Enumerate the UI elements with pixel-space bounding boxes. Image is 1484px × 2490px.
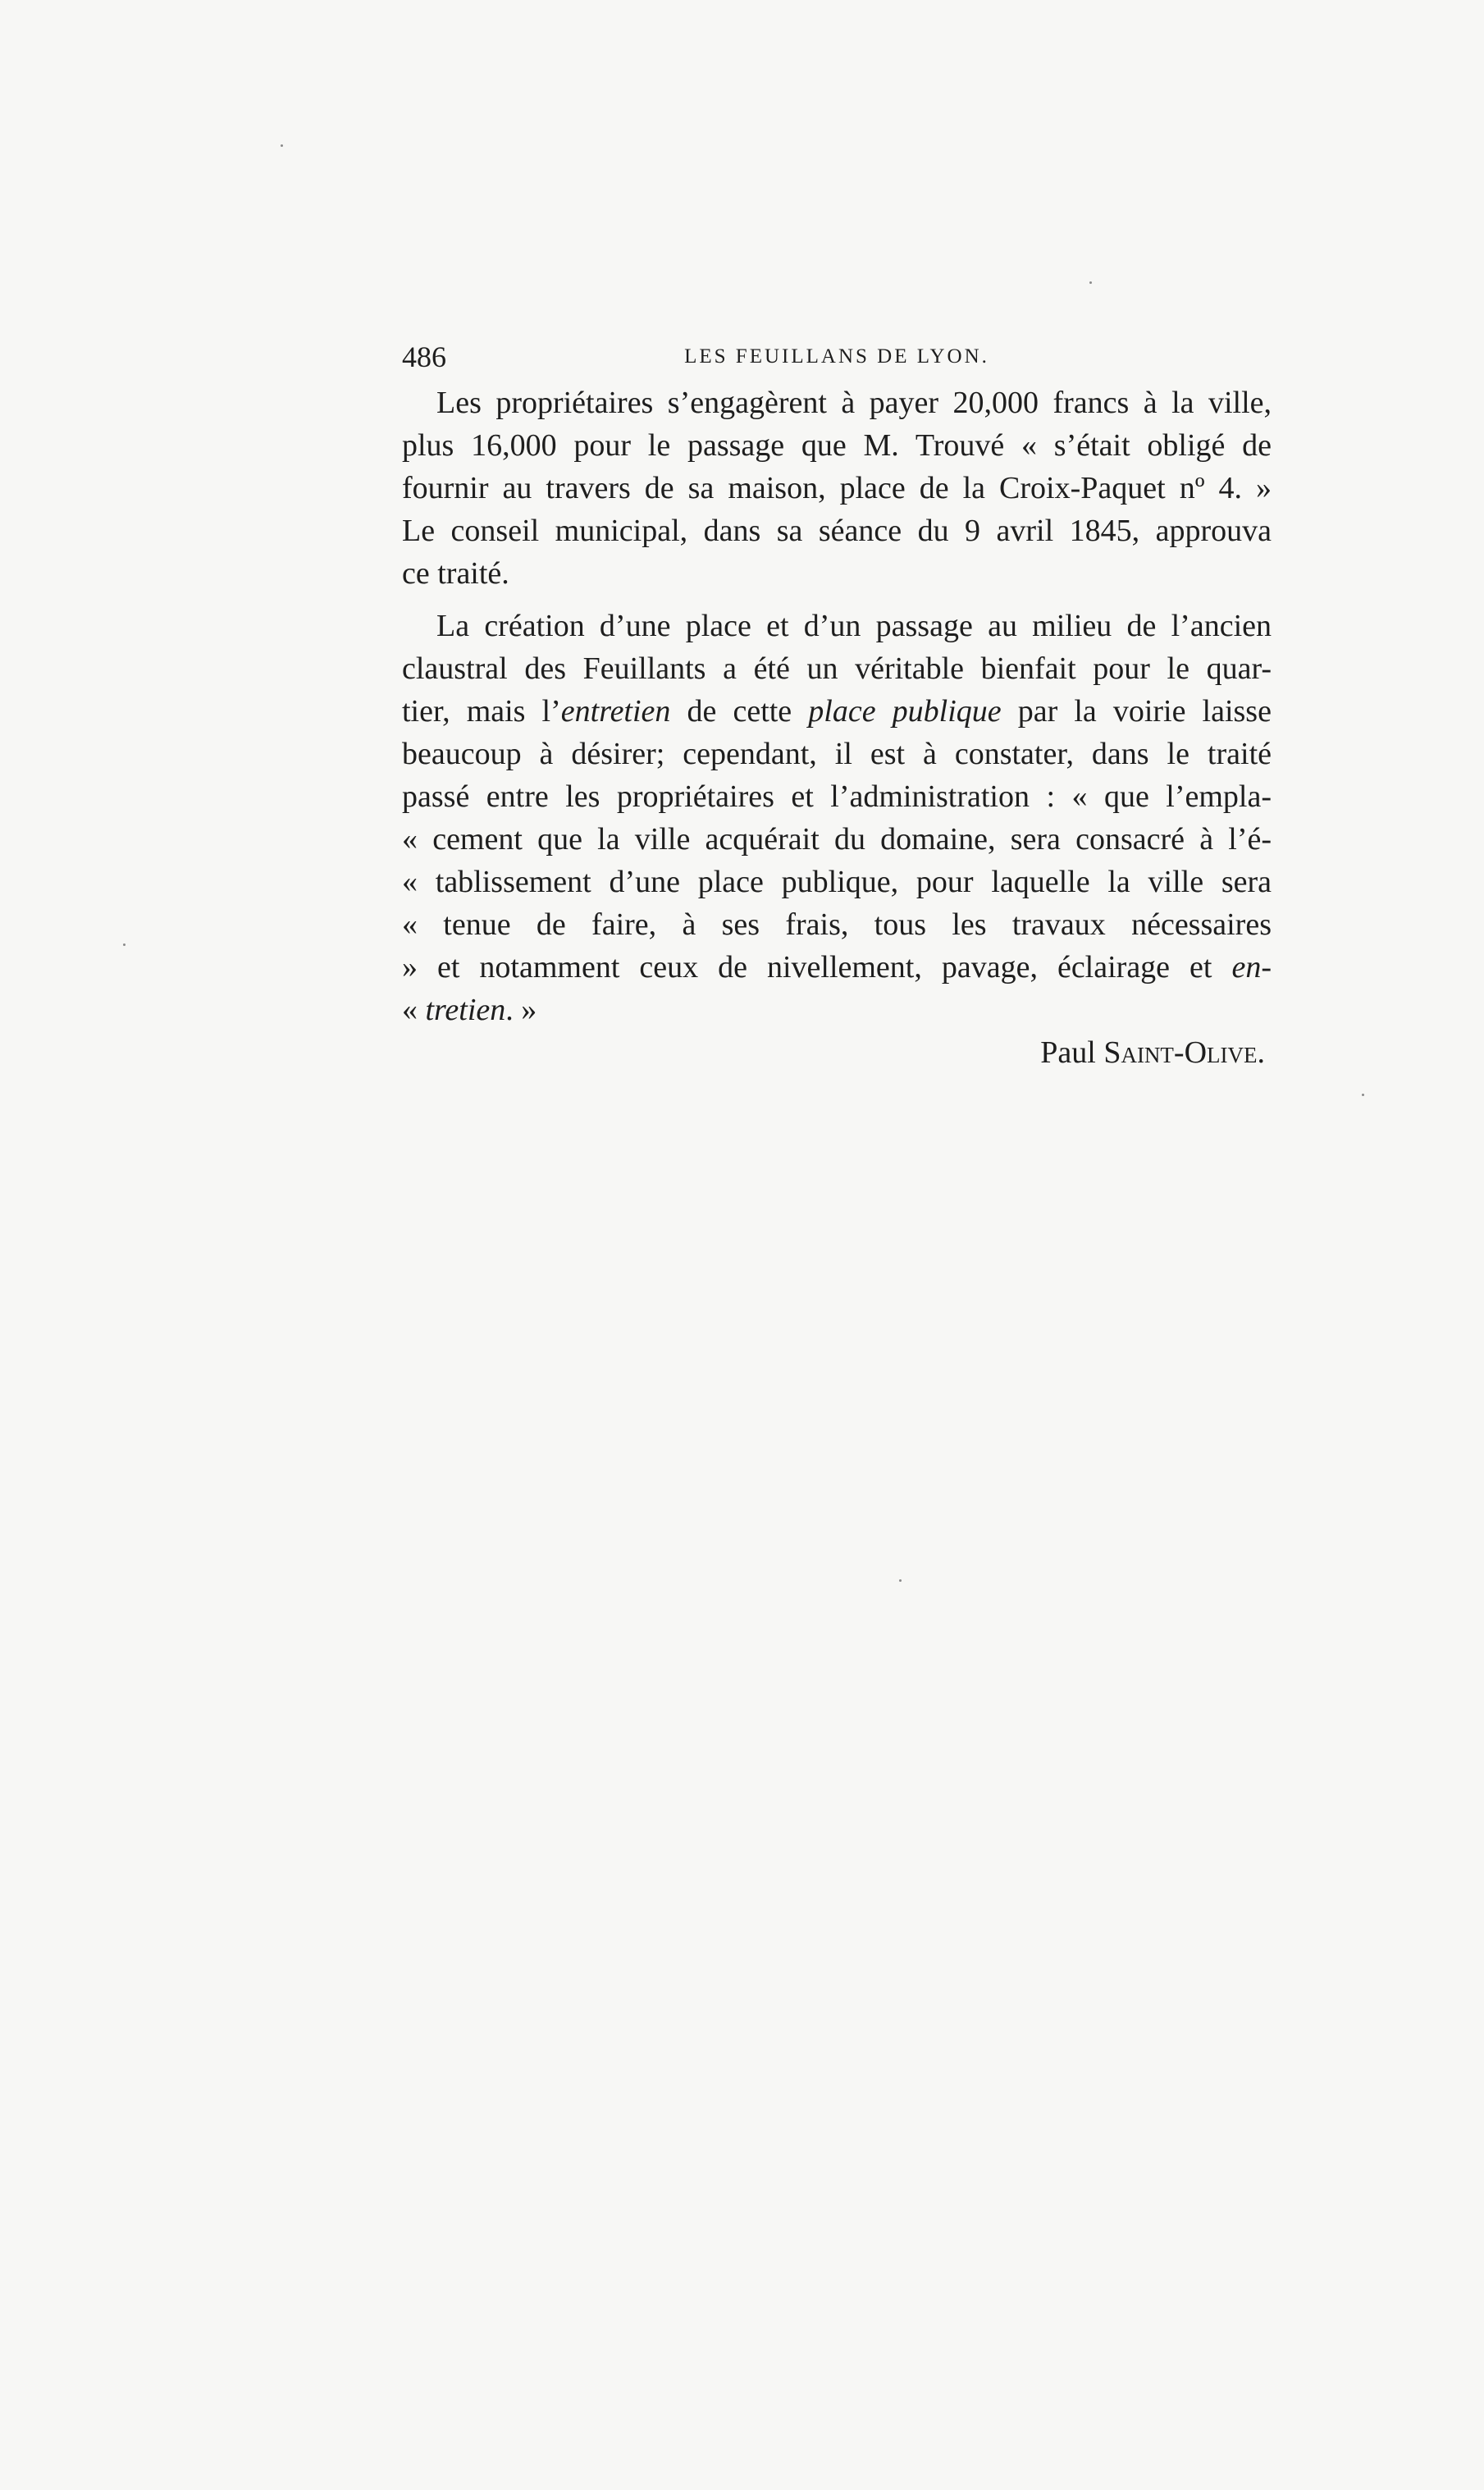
quoted-line: « tenue de faire, à ses frais, tous les travaux nécessaires [402,907,1272,942]
italic-term: place publique [808,694,1002,729]
text-block [402,332,1272,1074]
scan-speck [1362,1094,1364,1096]
text-span: de cette [670,694,809,729]
text-span: . » [505,993,537,1027]
page-header [402,332,1272,381]
italic-term: tretien [425,993,506,1027]
scan-speck [1089,281,1092,284]
text-span: par la voirie laisse [1001,694,1272,729]
quoted-line: « cement que la ville acquérait du domaine, sera consacré à l’é- [402,822,1272,857]
scan-speck [123,943,126,946]
paragraph-1 [402,381,1272,595]
scan-speck [899,1579,902,1582]
scan-speck [281,144,283,147]
italic-term: en- [1231,950,1272,985]
signature [402,1031,1272,1074]
text-line: ce traité. [402,556,509,591]
text-span: « [402,993,426,1027]
text-span: » et notamment ceux de nivellement, pavage, éclairage et [402,950,1232,985]
quoted-line [402,946,1272,989]
text-line: Le conseil municipal, dans sa séance du 9 avril 1845, approuva [402,514,1272,548]
text-line: fournir au travers de sa maison, place de la Croix-Paquet nº 4. » [402,471,1272,505]
quoted-line [402,989,1272,1031]
text-line: plus 16,000 pour le passage que M. Trouvé « s’était obligé de [402,428,1272,463]
italic-term: entretien [560,694,671,729]
running-title: LES FEUILLANS DE LYON. [684,345,989,368]
text-span: tier, mais l’ [402,694,561,729]
text-line: La création d’une place et d’un passage au milieu de l’ancien [436,609,1272,643]
text-line: beaucoup à désirer; cependant, il est à constater, dans le traité [402,737,1272,771]
text-line: claustral des Feuillants a été un véritable bienfait pour le quar- [402,651,1272,686]
paragraph-2 [402,605,1272,1031]
signature-surname: Saint-Olive. [1103,1035,1265,1070]
text-line: Les propriétaires s’engagèrent à payer 20,000 francs à la ville, [436,386,1272,420]
text-line: passé entre les propriétaires et l’administration : « que l’empla- [402,779,1272,814]
signature-first-name: Paul [1040,1035,1104,1070]
quoted-line: « tablissement d’une place publique, pour laquelle la ville sera [402,865,1272,899]
page-number: 486 [402,340,446,373]
text-line [402,690,1272,733]
